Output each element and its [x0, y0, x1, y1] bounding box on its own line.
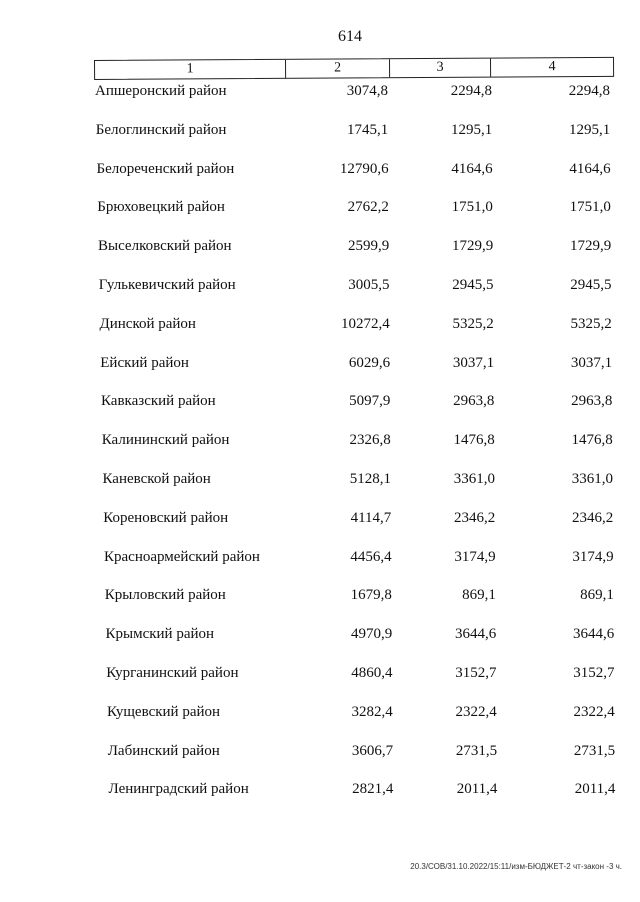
value-col-3: 2731,5 [455, 742, 498, 759]
value-col-3: 2294,8 [450, 83, 492, 99]
value-col-3: 2011,4 [456, 781, 498, 798]
district-name: Апшеронский район [95, 83, 227, 99]
table-row [0, 468, 640, 490]
district-name: Кореновский район [103, 509, 229, 526]
value-col-2: 10272,4 [341, 315, 390, 332]
table-row [0, 662, 640, 684]
district-name: Красноармейский район [104, 548, 260, 565]
value-col-3: 2963,8 [453, 393, 495, 410]
table-row [0, 740, 640, 762]
value-col-2: 3074,8 [346, 83, 388, 99]
district-name: Кавказский район [101, 393, 216, 410]
table-row [0, 390, 640, 412]
table-row [0, 584, 640, 606]
table-row [0, 313, 640, 335]
value-col-3: 3037,1 [452, 354, 495, 371]
value-col-2: 6029,6 [348, 354, 391, 371]
district-name: Выселковский район [98, 238, 232, 255]
value-col-4: 2963,8 [571, 393, 613, 410]
value-col-2: 1679,8 [350, 587, 392, 604]
value-col-3: 869,1 [462, 587, 496, 604]
district-name: Курганинский район [106, 665, 239, 681]
table-row [0, 119, 640, 141]
footer-stamp: 20.3/СОВ/31.10.2022/15:11/изм-БЮДЖЕТ-2 чт-закон -3 ч. [410, 862, 622, 871]
value-col-2: 12790,6 [339, 160, 389, 177]
value-col-4: 5325,2 [570, 315, 612, 332]
value-col-3: 3174,9 [454, 548, 496, 565]
table-row [0, 701, 640, 723]
value-col-3: 3152,7 [455, 665, 497, 681]
district-name: Калининский район [101, 432, 230, 449]
value-col-2: 2762,2 [347, 199, 389, 216]
value-col-4: 4164,6 [569, 160, 611, 177]
value-col-2: 3606,7 [351, 742, 394, 759]
value-col-2: 4456,4 [350, 548, 392, 565]
value-col-4: 3174,9 [572, 548, 614, 565]
value-col-4: 1729,9 [569, 238, 612, 255]
value-col-2: 1745,1 [347, 121, 389, 138]
value-col-4: 3037,1 [570, 354, 613, 371]
value-col-2: 4860,4 [351, 665, 393, 681]
header-col-3: 3 [390, 59, 491, 78]
table-row [0, 546, 640, 568]
value-col-4: 2731,5 [573, 742, 616, 759]
value-col-4: 2011,4 [574, 781, 616, 798]
value-col-3: 2945,5 [452, 277, 494, 293]
value-col-4: 3361,0 [571, 471, 613, 487]
page-number: 614 [338, 28, 362, 45]
value-col-2: 4970,9 [350, 626, 393, 643]
value-col-3: 4164,6 [451, 160, 493, 177]
table-row [0, 429, 640, 451]
table-row [0, 274, 640, 296]
district-name: Ейский район [100, 354, 189, 371]
table-header [94, 57, 614, 80]
value-col-2: 2821,4 [352, 781, 394, 798]
header-col-4: 4 [548, 59, 556, 75]
value-col-2: 5128,1 [349, 471, 391, 487]
table-row [0, 196, 640, 218]
value-col-3: 1476,8 [453, 432, 495, 449]
table-row [0, 507, 640, 529]
value-col-3: 3361,0 [453, 471, 495, 487]
district-name: Гулькевичский район [98, 277, 236, 293]
value-col-4: 2346,2 [572, 509, 614, 526]
district-name: Белоглинский район [95, 121, 227, 138]
district-name: Ленинградский район [108, 781, 249, 798]
value-col-2: 5097,9 [349, 393, 391, 410]
value-col-3: 2346,2 [454, 509, 496, 526]
value-col-4: 2945,5 [570, 277, 612, 293]
value-col-4: 1751,0 [569, 199, 611, 216]
value-col-4: 3644,6 [572, 626, 615, 643]
value-col-4: 869,1 [580, 587, 614, 604]
district-name: Крымский район [105, 626, 215, 643]
district-name: Белореченский район [96, 160, 235, 177]
value-col-2: 3005,5 [348, 277, 390, 293]
value-col-3: 2322,4 [455, 703, 497, 720]
value-col-2: 3282,4 [351, 703, 393, 720]
header-col-2: 2 [286, 59, 390, 78]
value-col-4: 1476,8 [571, 432, 613, 449]
value-col-4: 1295,1 [569, 121, 611, 138]
table-row [0, 80, 640, 102]
district-name: Брюховецкий район [97, 199, 225, 216]
value-col-2: 2599,9 [347, 238, 390, 255]
value-col-3: 1751,0 [451, 199, 493, 216]
value-col-4: 2322,4 [573, 703, 615, 720]
table-row [0, 352, 640, 374]
district-name: Каневской район [102, 471, 211, 487]
district-name: Кущевский район [107, 703, 221, 720]
table-row [0, 778, 640, 800]
value-col-2: 4114,7 [350, 509, 392, 526]
value-col-4: 2294,8 [568, 83, 610, 99]
table-row [0, 235, 640, 257]
table-row [0, 623, 640, 645]
header-col-1: 1 [95, 60, 286, 79]
value-col-2: 2326,8 [349, 432, 391, 449]
table-row [0, 158, 640, 180]
value-col-4: 3152,7 [573, 665, 615, 681]
district-name: Крыловский район [104, 587, 226, 604]
value-col-3: 3644,6 [454, 626, 497, 643]
value-col-3: 5325,2 [452, 315, 494, 332]
district-name: Динской район [99, 315, 196, 332]
value-col-3: 1729,9 [451, 238, 494, 255]
district-name: Лабинский район [107, 742, 220, 759]
value-col-3: 1295,1 [451, 121, 493, 138]
